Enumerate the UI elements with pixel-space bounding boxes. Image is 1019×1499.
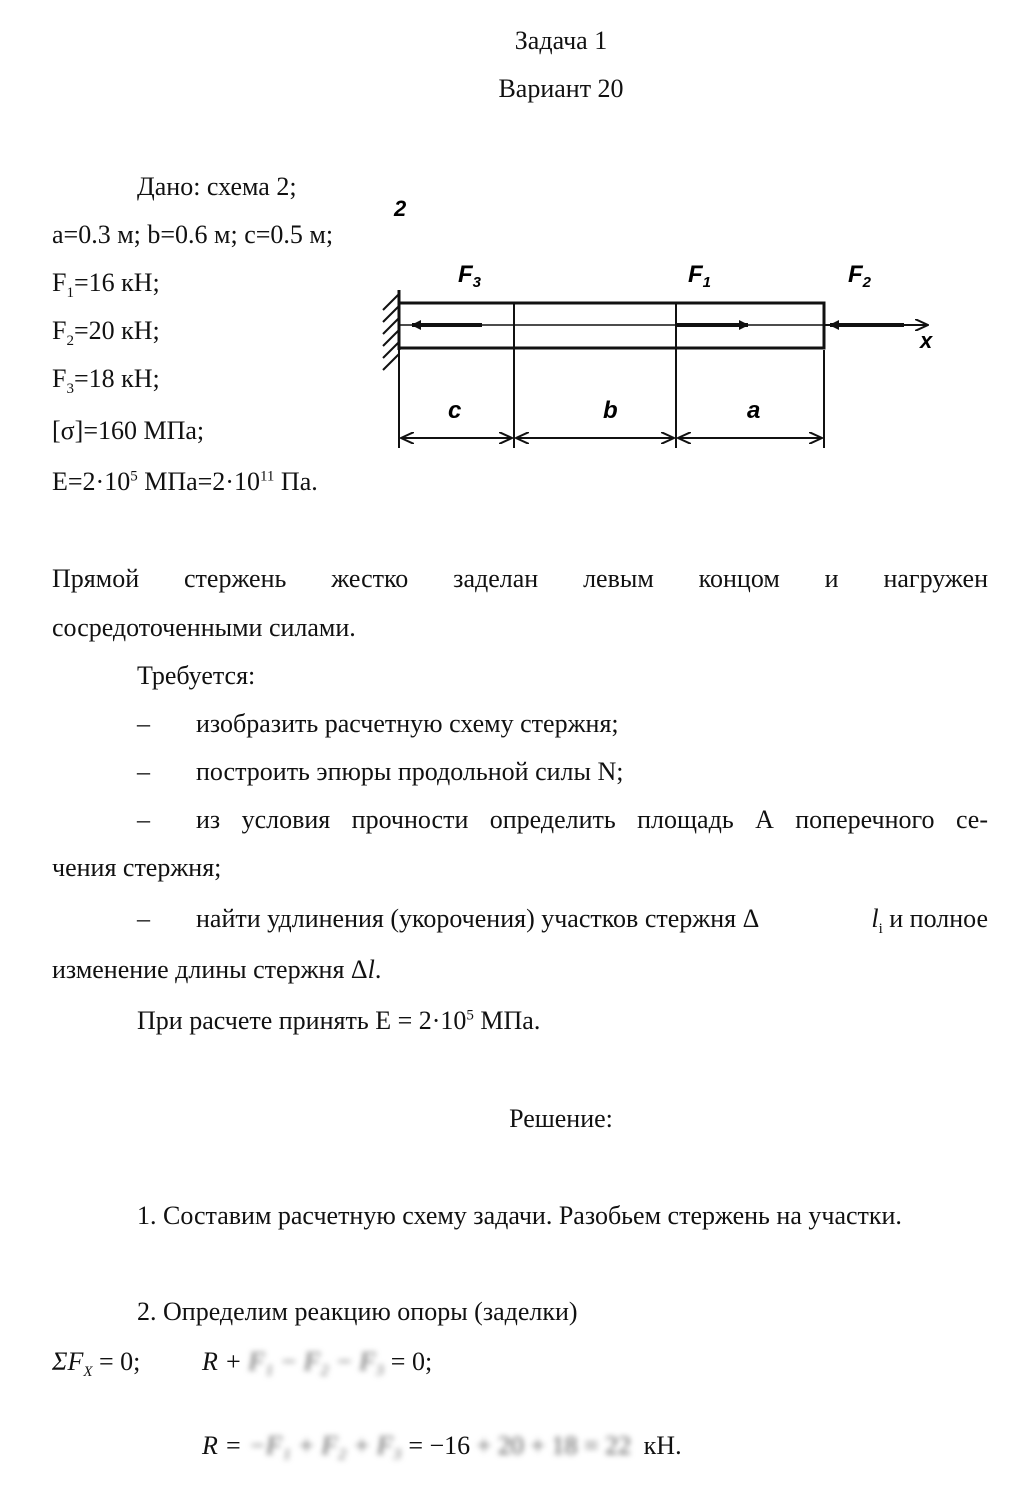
statement-line2: сосредоточенными силами. <box>52 613 356 642</box>
required-item-4-cont: изменение длины стержня Δl. <box>52 955 382 984</box>
required-item-3-cont: чения стержня; <box>52 853 222 882</box>
scheme-number: 2 <box>394 196 407 221</box>
solution-title: Решение: <box>509 1104 613 1133</box>
calc-note: При расчете принять $E = 2\cdot 10^5$ МПа. <box>137 1006 541 1035</box>
f1-label: $F_1$ <box>688 261 712 291</box>
statement-line1: Прямой стержень жестко заделан левым концом и нагружен <box>52 564 988 593</box>
f3-label: $F_3$ <box>458 261 482 291</box>
required-item-3: из условия прочности определить площадь А поперечного се- <box>196 805 988 834</box>
reaction-equation: R = −F₁ + F₂ + F₃ = −16 + 20 + 18 = 22 кН. <box>202 1431 682 1460</box>
dim-c-label: c <box>448 397 462 424</box>
required-item-2: построить эпюры продольной силы N; <box>196 757 624 786</box>
list-dash: – <box>137 709 150 738</box>
task-title: Задача 1 <box>514 26 608 55</box>
required-item-4: найти удлинения (укорочения) участков стержня Δ $l_i$ и полное <box>196 904 988 938</box>
given-sigma: [σ]=160 МПа; <box>52 416 205 445</box>
x-axis-label: x <box>920 328 933 353</box>
wall-hatching <box>383 294 399 370</box>
equilibrium-equation: R + F₁ − F₂ − F₃ = 0; <box>202 1347 433 1376</box>
given-f2: $F_2=20$ кН; <box>52 316 160 350</box>
list-dash: – <box>137 805 150 834</box>
given-modulus: $E=2\cdot 10^5$ $МПа=2\cdot 10^{11}$ Па. <box>52 467 318 496</box>
list-dash: – <box>137 757 150 786</box>
solution-step-1: 1. Составим расчетную схему задачи. Разобьем стержень на участки. <box>137 1201 902 1230</box>
dim-a-label: a <box>747 397 761 424</box>
given-lengths: a=0.3 м; b=0.6 м; c=0.5 м; <box>52 220 334 249</box>
dim-b-label: b <box>603 397 618 424</box>
required-heading: Требуется: <box>137 661 256 690</box>
solution-step-2: 2. Определим реакцию опоры (заделки) <box>137 1297 578 1326</box>
given-f3: $F_3=18$ кН; <box>52 364 160 398</box>
given-f1: $F_1=16$ кН; <box>52 268 160 302</box>
given-scheme: Дано: схема 2; <box>137 172 297 201</box>
rod-diagram <box>370 190 950 470</box>
required-item-1: изобразить расчетную схему стержня; <box>196 709 619 738</box>
variant-title: Вариант 20 <box>498 74 624 103</box>
f2-label: $F_2$ <box>848 261 872 291</box>
list-dash: – <box>137 904 150 933</box>
equilibrium-sum: $\Sigma F_X = 0$; <box>52 1347 141 1381</box>
